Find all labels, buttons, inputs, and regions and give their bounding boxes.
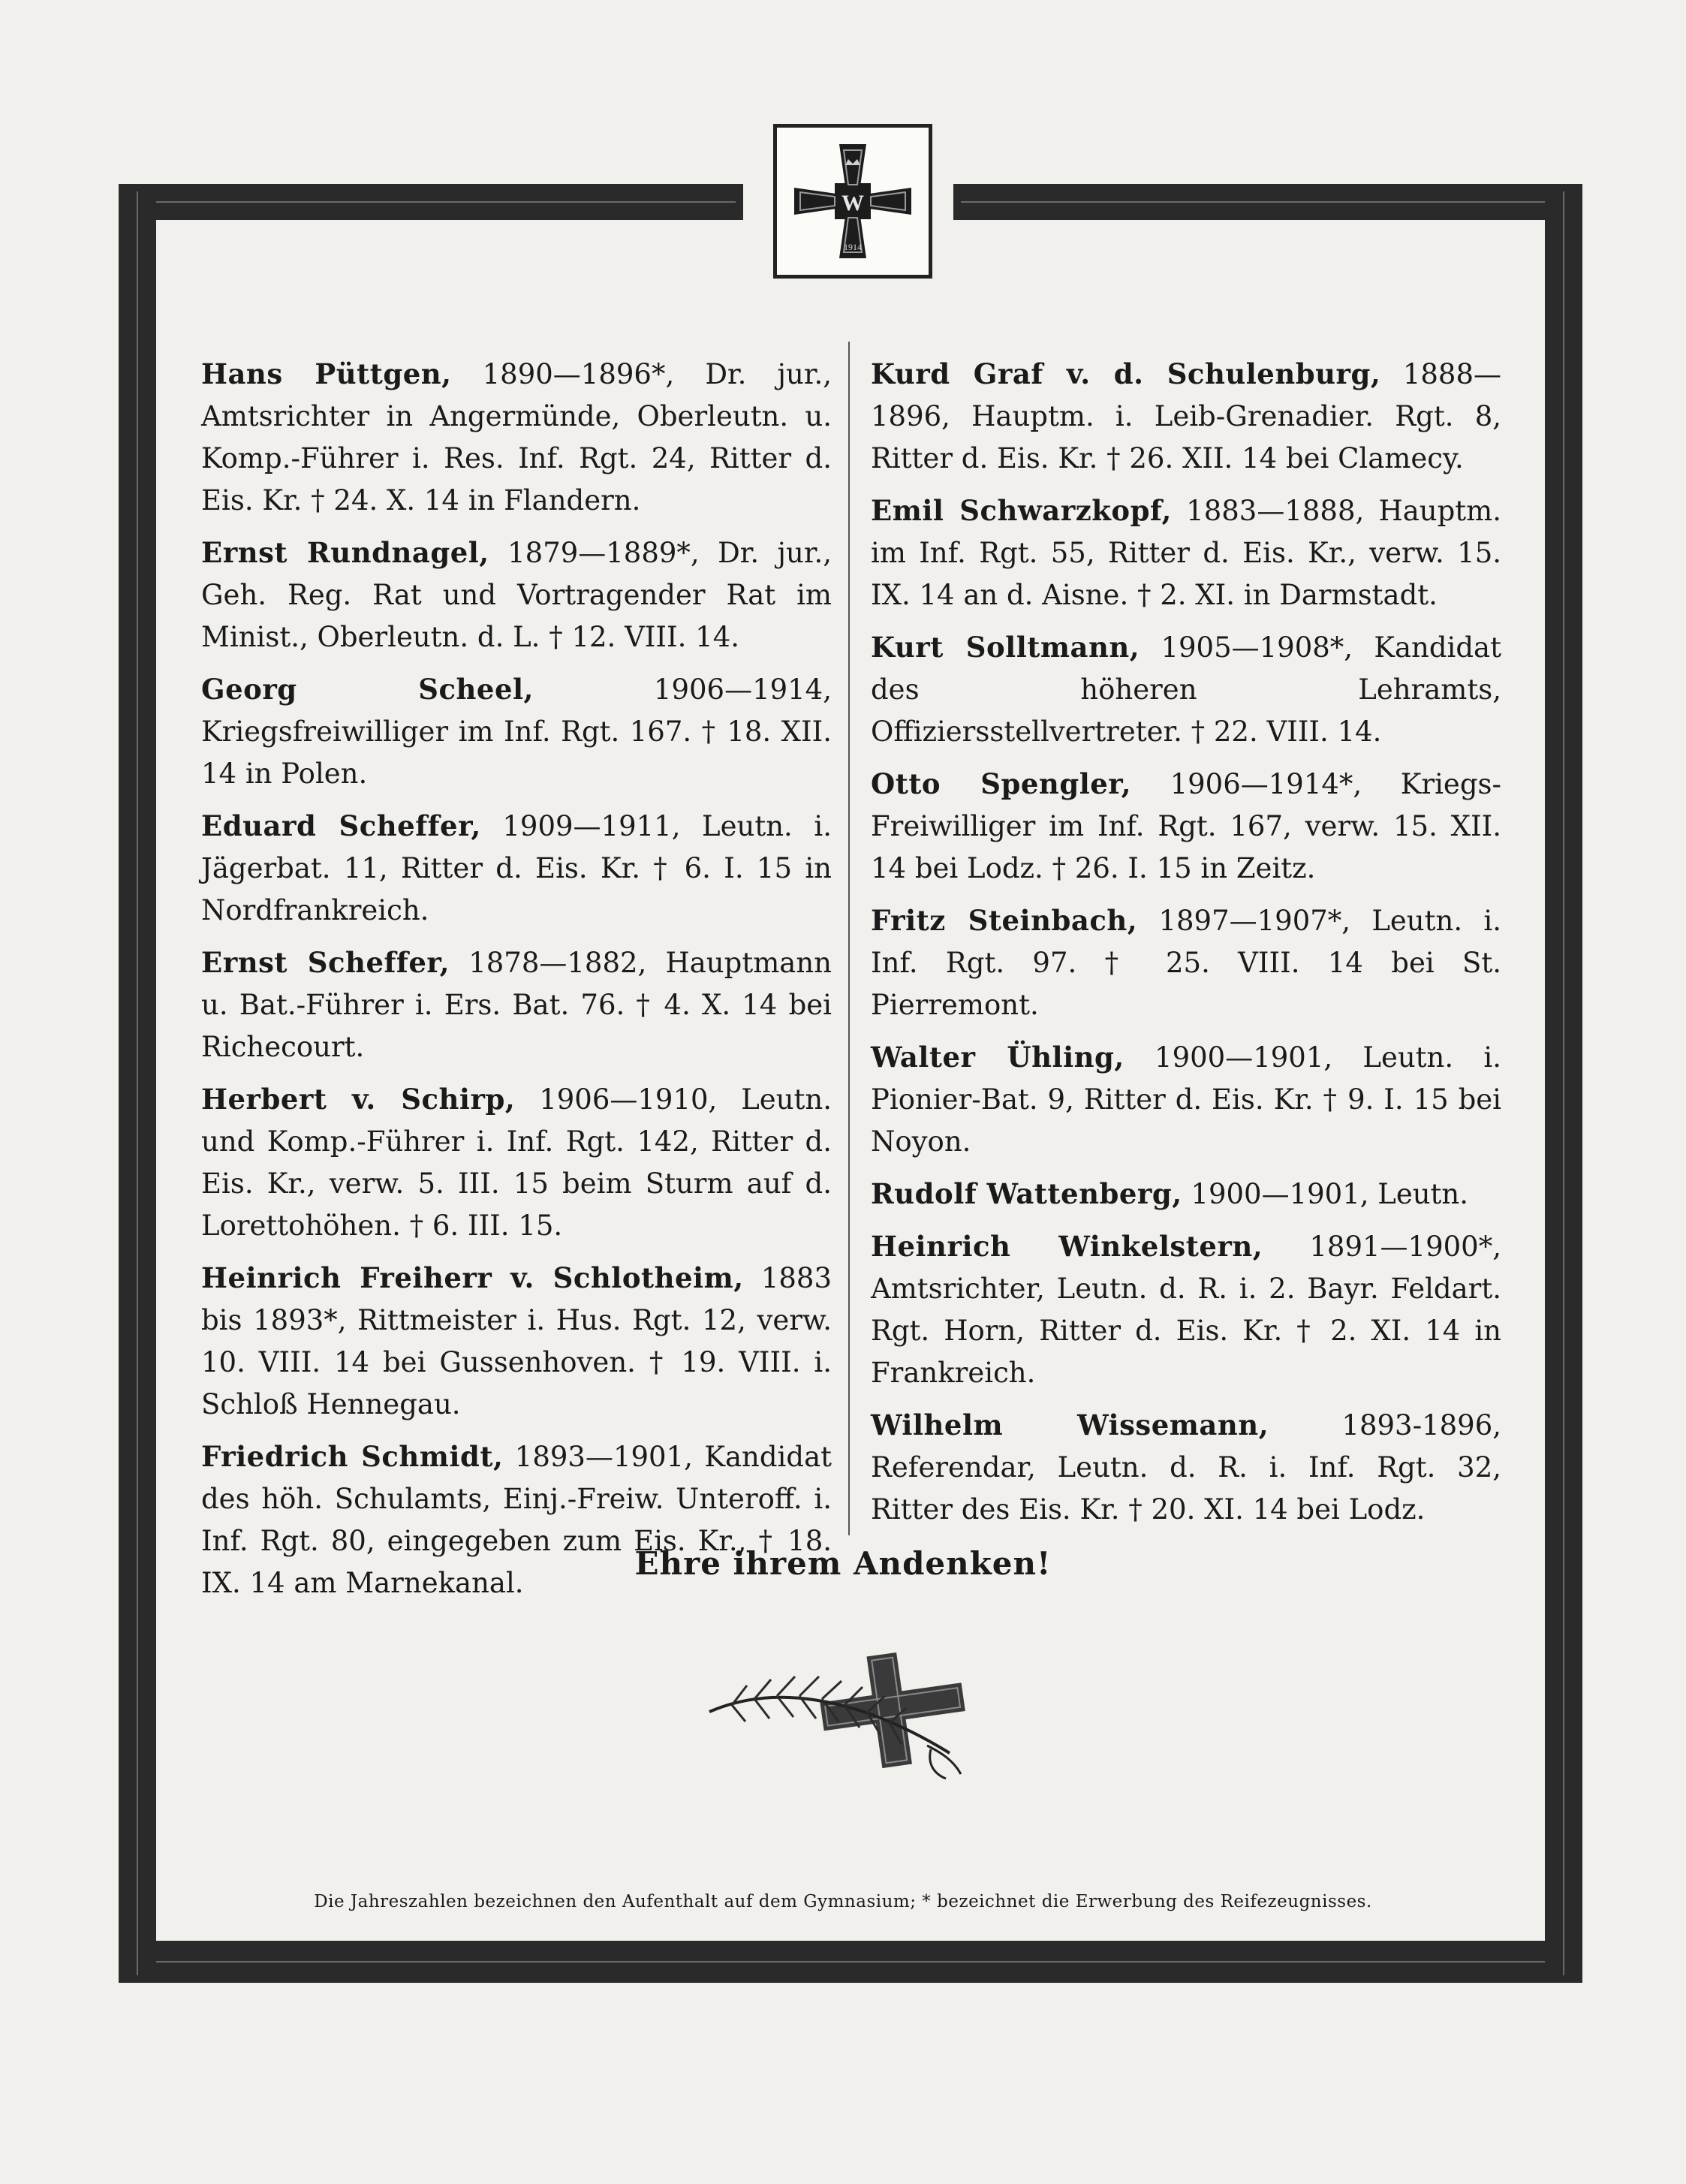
emblem-monogram: W xyxy=(841,191,864,215)
right-column xyxy=(871,353,1501,1541)
list-item: Heinrich Winkelstern, 1891—1900*, Amtsrichter, Leutn. d. R. i. 2. Bayr. Feldart. Rgt. Horn, Ritter d. Eis. Kr. † 2. XI. 14 in Frankreich. xyxy=(871,1230,1501,1389)
list-item: Kurt Solltmann, 1905—1908*, Kandidat des höheren Lehramts, Offiziersstellvertreter. † 22. VIII. 14. xyxy=(871,631,1501,748)
list-item: Ernst Rundnagel, 1879—1889*, Dr. jur., Geh. Reg. Rat und Vortragender Rat im Minist., Oberleutn. d. L. † 12. VIII. 14. xyxy=(201,536,832,653)
emblem-year: 1914 xyxy=(844,242,862,252)
iron-cross-icon xyxy=(773,124,932,279)
list-item: Friedrich Schmidt, 1893—1901, Kandidat des höh. Schulamts, Einj.-Freiw. Unteroff. i. Inf. Rgt. 80, eingegeben zum Eis. Kr., † 18. IX. 14 am Marnekanal. xyxy=(201,1440,832,1599)
list-item: Eduard Scheffer, 1909—1911, Leutn. i. Jägerbat. 11, Ritter d. Eis. Kr. † 6. I. 15 in Nordfrankreich. xyxy=(201,809,832,926)
list-item: Rudolf Wattenberg, 1900—1901, Leutn. xyxy=(871,1177,1469,1210)
left-column xyxy=(201,353,832,1614)
list-item: Wilhelm Wissemann, 1893-1896, Referendar, Leutn. d. R. i. Inf. Rgt. 32, Ritter des Eis. Kr. † 20. XI. 14 bei Lodz. xyxy=(871,1408,1501,1526)
frame-top-left-bar xyxy=(119,184,743,220)
list-item: Fritz Steinbach, 1897—1907*, Leutn. i. Inf. Rgt. 97. † 25. VIII. 14 bei St. Pierremont. xyxy=(871,904,1501,1021)
cross-and-palm-icon xyxy=(702,1640,995,1783)
frame-top-right-bar xyxy=(953,184,1582,220)
frame-bottom-bar xyxy=(119,1941,1582,1983)
closing-line: Ehre ihrem Andenken! xyxy=(634,1545,1052,1582)
list-item: Otto Spengler, 1906—1914*, Kriegs-Freiwilliger im Inf. Rgt. 167, verw. 15. XII. 14 bei Lodz. † 26. I. 15 in Zeitz. xyxy=(871,767,1502,884)
list-item: Heinrich Freiherr v. Schlotheim, 1883 bis 1893*, Rittmeister i. Hus. Rgt. 12, verw. 10. VIII. 14 bei Gussenhoven. † 19. VIII. i. Schloß Hennegau. xyxy=(201,1261,832,1420)
frame-left-bar xyxy=(119,184,156,1983)
list-item: Herbert v. Schirp, 1906—1910, Leutn. und Komp.-Führer i. Inf. Rgt. 142, Ritter d. Eis. Kr., verw. 5. III. 15 beim Sturm auf d. Lorettohöhen. † 6. III. 15. xyxy=(201,1083,832,1242)
list-item: Georg Scheel, 1906—1914, Kriegsfreiwilliger im Inf. Rgt. 167. † 18. XII. 14 in Polen. xyxy=(201,673,832,790)
list-item: Walter Ühling, 1900—1901, Leutn. i. Pionier-Bat. 9, Ritter d. Eis. Kr. † 9. I. 15 bei Noyon. xyxy=(871,1041,1501,1158)
list-item: Ernst Scheffer, 1878—1882, Hauptmann u. Bat.-Führer i. Ers. Bat. 76. † 4. X. 14 bei Richecourt. xyxy=(201,946,832,1063)
column-divider xyxy=(848,342,850,1535)
footnote: Die Jahreszahlen bezeichnen den Aufenthalt auf dem Gymnasium; * bezeichnet die Erwerbung des Reifezeugnisses. xyxy=(314,1892,1372,1911)
list-item: Hans Püttgen, 1890—1896*, Dr. jur., Amtsrichter in Angermünde, Oberleutn. u. Komp.-Führer i. Res. Inf. Rgt. 24, Ritter d. Eis. Kr. † 24. X. 14 in Flandern. xyxy=(201,357,832,517)
frame-right-bar xyxy=(1545,184,1582,1983)
list-item: Emil Schwarzkopf, 1883—1888, Hauptm. im Inf. Rgt. 55, Ritter d. Eis. Kr., verw. 15. IX. 14 an d. Aisne. † 2. XI. in Darmstadt. xyxy=(871,494,1502,611)
list-item: Kurd Graf v. d. Schulenburg, 1888—1896, Hauptm. i. Leib-Grenadier. Rgt. 8, Ritter d. Eis. Kr. † 26. XII. 14 bei Clamecy. xyxy=(871,357,1501,474)
